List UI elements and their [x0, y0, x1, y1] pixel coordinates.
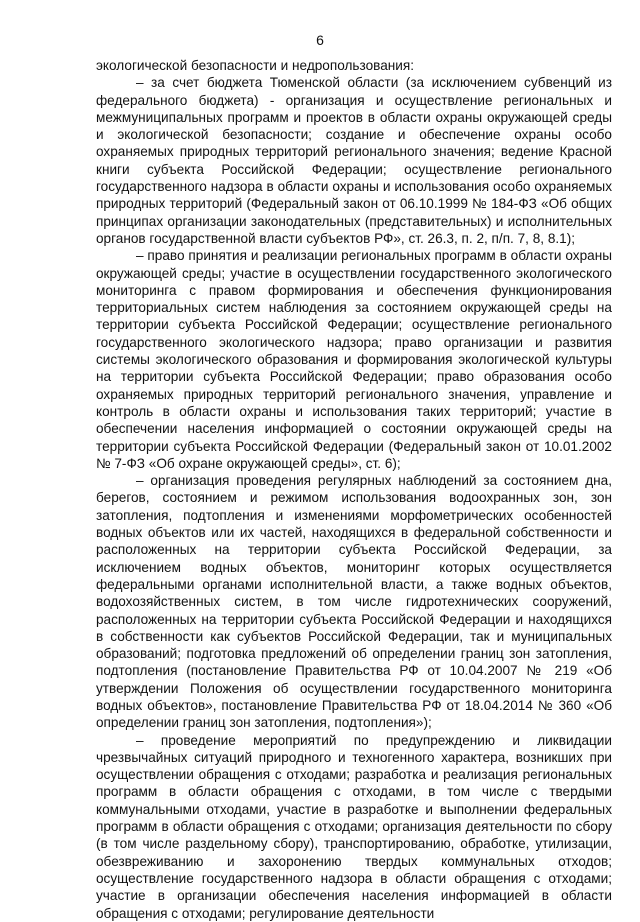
- page-number: 6: [316, 32, 324, 48]
- paragraph-intro: экологической безопасности и недропользования:: [96, 58, 415, 73]
- document-body: [96, 57, 612, 922]
- paragraph-waste-management: – проведение мероприятий по предупреждению и ликвидации чрезвычайных ситуаций природного и техногенного характера, возникших при осуществлении обращения с отходами; разработка и реализация региональных программ в области обращения с отходами, в том числе с твердыми коммунальными отходами, участие в разработке и выполнении федеральных программ в области обращения с отходами; организация деятельности по сбору (в том числе раздельному сбору), транспортированию, обработке, утилизации, обезвреживанию и захоронению твердых коммунальных отходов; осуществление государственного надзора в области обращения с отходами; участие в организации обеспечения населения информацией в области обращения с отходами; регулирование деятельности: [96, 732, 612, 921]
- paragraph-environmental-programs: – право принятия и реализации региональных программ в области охраны окружающей среды; участие в осуществлении государственного экологического мониторинга с правом формирования и обеспечения функционирования территориальных систем наблюдения за состоянием окружающей среды на территории субъекта Российской Федерации; осуществление регионального государственного экологического надзора; право организации и развития системы экологического образования и формирования экологической культуры на территории субъекта Российской Федерации; право образования особо охраняемых природных территорий регионального значения, управление и контроль в области охраны и использования таких территорий; участие в обеспечении населения информацией о состоянии окружающей среды на территории субъекта Российской Федерации (Федеральный закон от 10.01.2002 № 7-ФЗ «Об охране окружающей среды», ст. 6);: [96, 248, 612, 471]
- paragraph-water-monitoring: – организация проведения регулярных наблюдений за состоянием дна, берегов, состоянием и режимом использования водоохранных зон, зон затопления, подтопления и изменениями морфометрических особенностей водных объектов или их частей, находящихся в федеральной собственности и расположенных на территории субъекта Российской Федерации, за исключением водных объектов, мониторинг которых осуществляется федеральными органами исполнительной власти, а также водных объектов, водохозяйственных систем, в том числе гидротехнических сооружений, расположенных на территории субъекта Российской Федерации и находящихся в собственности как субъектов Российской Федерации, так и муниципальных образований; подготовка предложений об определении границ зон затопления, подтопления (постановление Правительства РФ от 10.04.2007 № 219 «Об утверждении Положения об осуществлении государственного мониторинга водных объектов», постановление Правительства РФ от 18.04.2014 № 360 «Об определении границ зон затопления, подтопления»);: [96, 473, 612, 731]
- paragraph-regional-budget: – за счет бюджета Тюменской области (за исключением субвенций из федерального бюджета) - организация и осуществление региональных и межмуниципальных программ и проектов в области охраны окружающей среды и экологической безопасности; создание и обеспечение охраны особо охраняемых природных территорий регионального значения; ведение Красной книги субъекта Российской Федерации; осуществление регионального государственного надзора в области охраны и использования особо охраняемых природных территорий (Федеральный закон от 06.10.1999 № 184-ФЗ «Об общих принципах организации законодательных (представительных) и исполнительных органов государственной власти субъектов РФ», ст. 26.3, п. 2, п/п. 7, 8, 8.1);: [96, 75, 612, 246]
